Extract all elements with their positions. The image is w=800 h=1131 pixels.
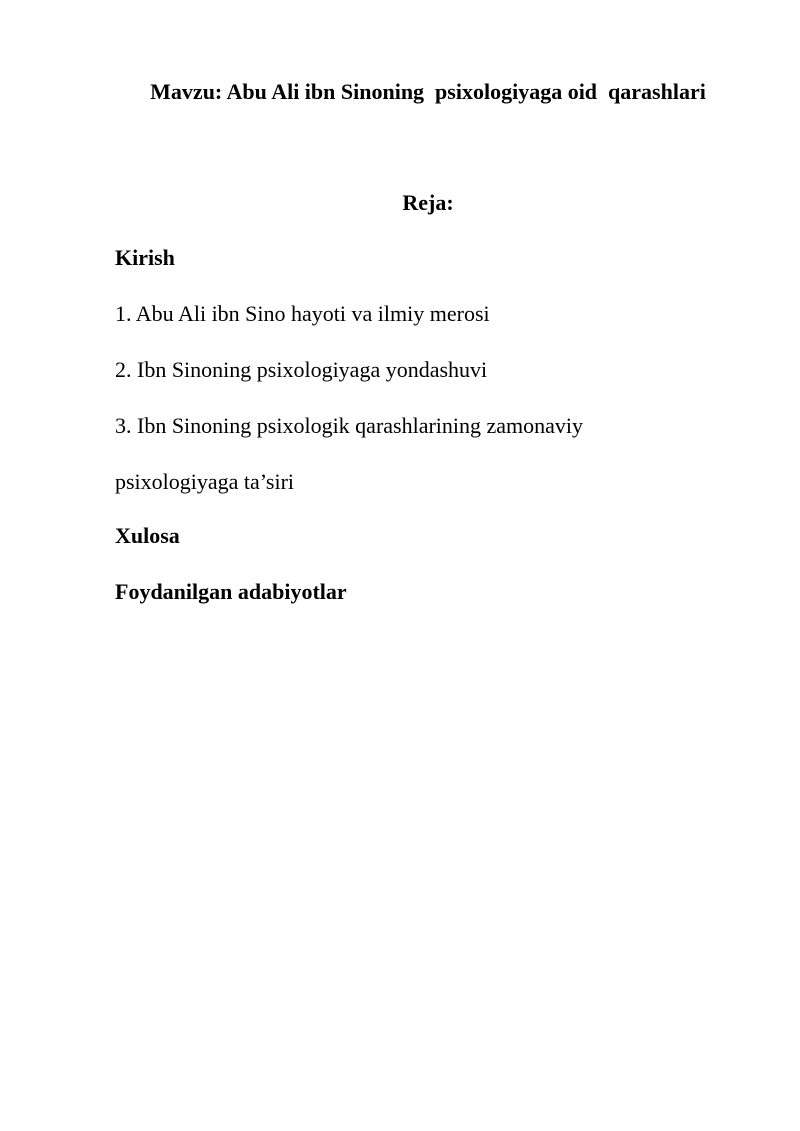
plan-item-2: 2. Ibn Sinoning psixologiyaga yondashuvi [115,357,488,382]
plan-item-3-continuation: psixologiyaga ta’siri [115,469,295,494]
document-title: Mavzu: Abu Ali ibn Sinoning psixologiyaga oid qarashlari [150,79,706,104]
references-heading: Foydanilgan adabiyotlar [115,579,347,604]
conclusion-heading: Xulosa [115,523,180,548]
intro-heading: Kirish [115,245,175,270]
plan-heading: Reja: [402,190,454,215]
plan-item-3: 3. Ibn Sinoning psixologik qarashlarining zamonaviy [115,413,584,438]
plan-item-1: 1. Abu Ali ibn Sino hayoti va ilmiy merosi [115,301,490,326]
